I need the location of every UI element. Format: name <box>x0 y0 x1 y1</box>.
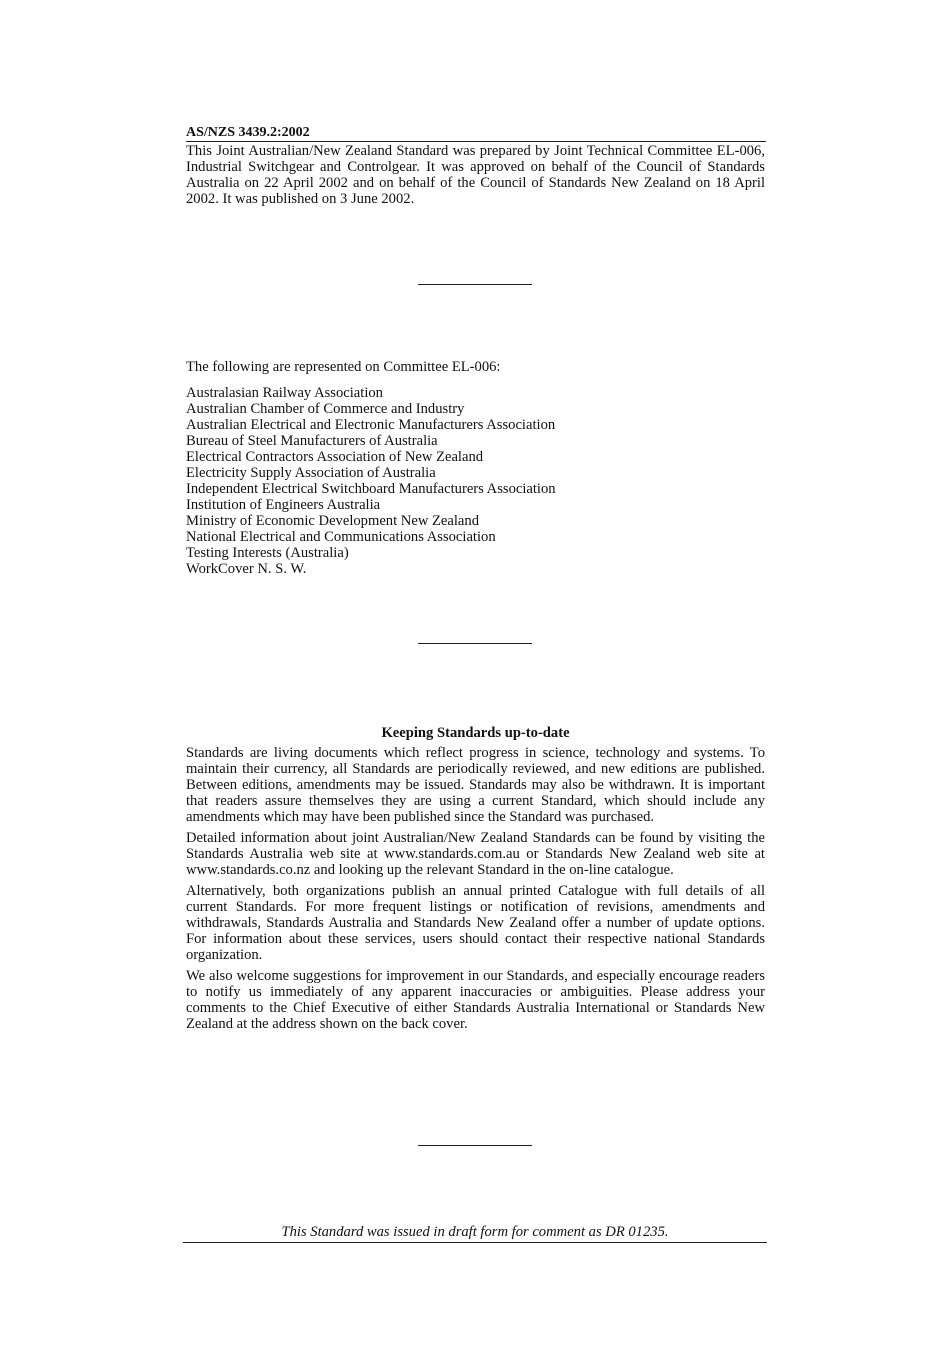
committee-member: Australian Chamber of Commerce and Industry <box>186 401 465 417</box>
draft-note: This Standard was issued in draft form for comment as DR 01235. <box>183 1224 767 1243</box>
committee-member: Australasian Railway Association <box>186 385 383 401</box>
body-paragraph: Alternatively, both organizations publish an annual printed Catalogue with full details of all current Standards. For more frequent listings or notification of revisions, amendments and withdrawals, Standards Australia and Standards New Zealand offer a number of update options. For information about these services, users should contact their respective national Standards organization. <box>186 883 765 963</box>
keeping-standards-body <box>186 745 765 1037</box>
section-divider <box>418 1145 532 1146</box>
body-paragraph: We also welcome suggestions for improvement in our Standards, and especially encourage readers to notify us immediately of any apparent inaccuracies or ambiguities. Please address your comments to the Chief Executive of either Standards Australia International or Standards New Zealand at the address shown on the back cover. <box>186 968 765 1032</box>
committee-member: Electricity Supply Association of Australia <box>186 465 436 481</box>
committee-member: WorkCover N. S. W. <box>186 561 307 577</box>
committee-member: Australian Electrical and Electronic Manufacturers Association <box>186 417 556 433</box>
preparation-statement: This Joint Australian/New Zealand Standard was prepared by Joint Technical Committee EL-006, Industrial Switchgear and Controlgear. It was approved on behalf of the Council of Standards Australia on 22 April 2002 and on behalf of the Council of Standards New Zealand on 18 April 2002. It was published on 3 June 2002. <box>186 143 765 207</box>
committee-member: Testing Interests (Australia) <box>186 545 349 561</box>
committee-member: Bureau of Steel Manufacturers of Australia <box>186 433 438 449</box>
committee-member: Institution of Engineers Australia <box>186 497 381 513</box>
section-divider <box>418 643 532 644</box>
committee-member-list <box>186 385 556 577</box>
committee-member: National Electrical and Communications Association <box>186 529 496 545</box>
committee-member: Electrical Contractors Association of New Zealand <box>186 449 484 465</box>
section-divider <box>418 284 532 285</box>
document-identifier: AS/NZS 3439.2:2002 <box>186 125 766 142</box>
body-paragraph: Standards are living documents which reflect progress in science, technology and systems. To maintain their currency, all Standards are periodically reviewed, and new editions are published. Between editions, amendments may be issued. Standards may also be withdrawn. It is important that readers assure themselves they are using a current Standard, which should include any amendments which may have been published since the Standard was purchased. <box>186 745 765 825</box>
committee-heading: The following are represented on Committee EL-006: <box>186 359 501 375</box>
keeping-standards-heading: Keeping Standards up-to-date <box>381 725 570 741</box>
committee-member: Ministry of Economic Development New Zealand <box>186 513 480 529</box>
body-paragraph: Detailed information about joint Australian/New Zealand Standards can be found by visiting the Standards Australia web site at www.standards.com.au or Standards New Zealand web site at www.standards.co.nz and looking up the relevant Standard in the on-line catalogue. <box>186 830 765 878</box>
committee-member: Independent Electrical Switchboard Manufacturers Association <box>186 481 556 497</box>
